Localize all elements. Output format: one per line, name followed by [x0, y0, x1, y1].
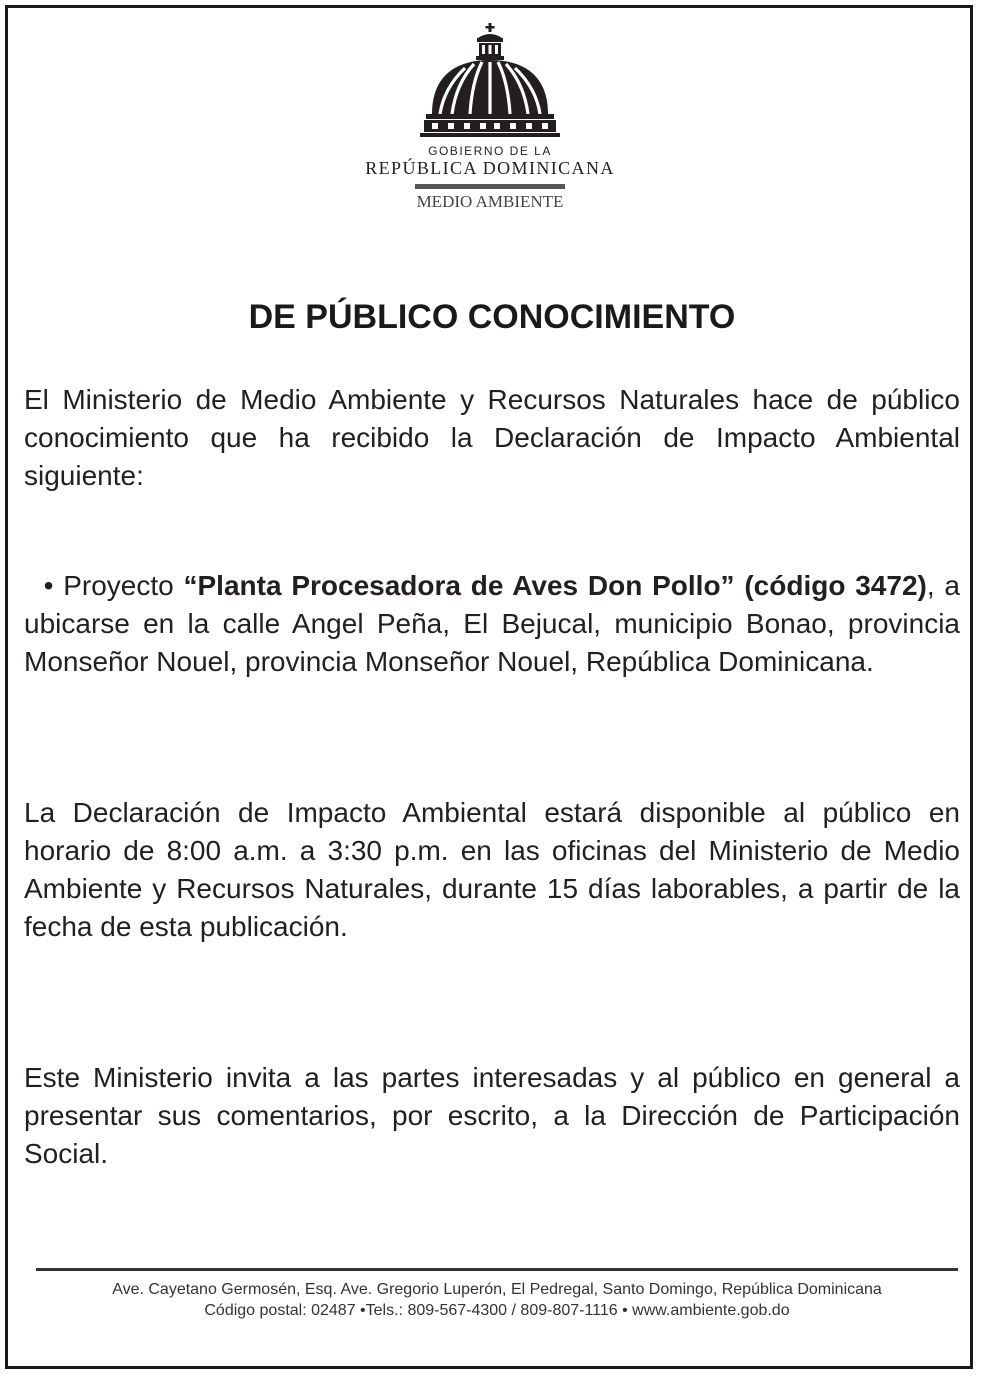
logo-ministry-label: MEDIO AMBIENTE: [416, 192, 564, 211]
project-paragraph: [24, 567, 960, 681]
footer-contact: Código postal: 02487 •Tels.: 809-567-4300 / 809-807-1116 • www.ambiente.gob.do: [204, 1302, 790, 1319]
logo-government-label: GOBIERNO DE LA: [428, 144, 552, 158]
ministry-logo: [340, 22, 640, 222]
project-prefix: Proyecto: [63, 570, 174, 601]
notice-title: DE PÚBLICO CONOCIMIENTO: [248, 298, 736, 336]
invitation-paragraph: Este Ministerio invita a las partes interesadas y al público en general a presentar sus comentarios, por escrito, a la Dirección de Participación Social.: [24, 1062, 960, 1169]
bullet: •: [43, 570, 54, 601]
availability-paragraph: La Declaración de Impacto Ambiental estará disponible al público en horario de 8:00 a.m. a 3:30 p.m. en las oficinas del Ministerio de Medio Ambiente y Recursos Naturales, durante 15 días laborables, a partir de la fecha de esta publicación.: [24, 797, 960, 942]
project-name: “Planta Procesadora de Aves Don Pollo” (código 3472): [183, 570, 927, 601]
footer-address: Ave. Cayetano Germosén, Esq. Ave. Gregorio Luperón, El Pedregal, Santo Domingo, República Dominicana: [112, 1281, 882, 1298]
intro-paragraph: El Ministerio de Medio Ambiente y Recursos Naturales hace de público conocimiento que ha recibido la Declaración de Impacto Ambiental siguiente:: [24, 384, 960, 491]
dome-emblem-icon: [420, 22, 560, 140]
footer-divider: [36, 1268, 958, 1271]
project-location: , a ubicarse en la calle Angel Peña, El Bejucal, municipio Bonao, provincia Monseñor Nouel, provincia Monseñor Nouel, República Dominicana.: [24, 570, 960, 677]
logo-divider: [415, 184, 565, 189]
logo-country-label: REPÚBLICA DOMINICANA: [365, 158, 615, 178]
